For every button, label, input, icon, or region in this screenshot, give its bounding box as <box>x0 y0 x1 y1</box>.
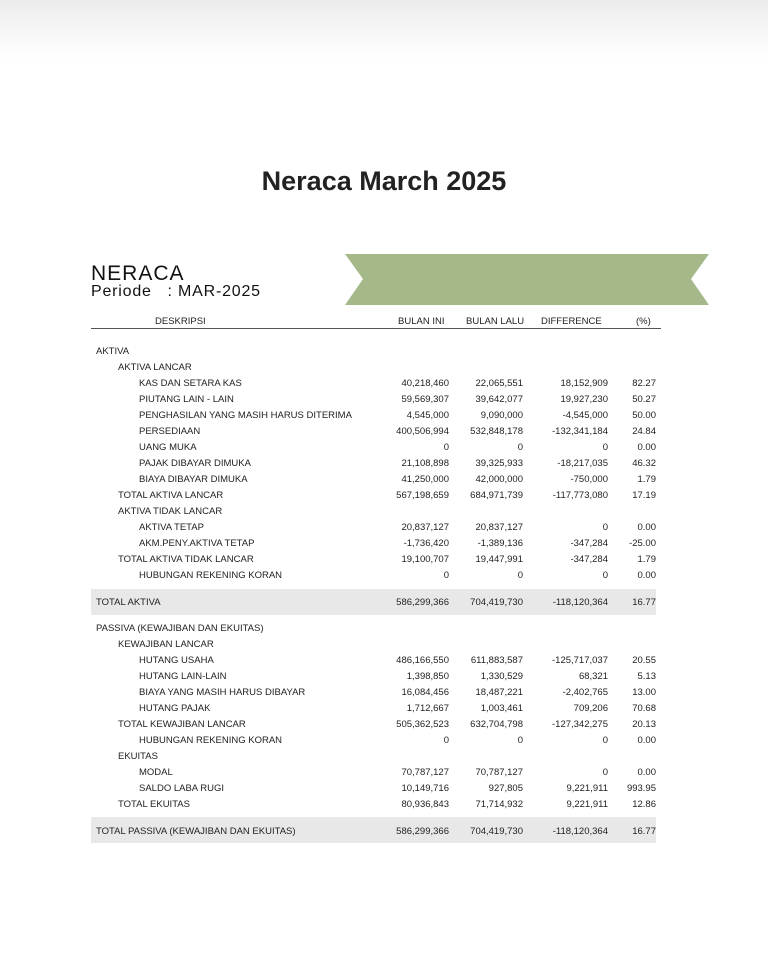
table-row <box>0 702 768 716</box>
value-percent: 12.86 <box>632 799 656 810</box>
table-row <box>0 798 768 812</box>
redaction-mark <box>345 252 709 307</box>
table-row <box>0 750 768 764</box>
value-difference: 9,221,911 <box>566 783 608 794</box>
value-previous: 0 <box>517 570 523 581</box>
row-label: EKUITAS <box>118 751 158 762</box>
value-current: 1,398,850 <box>406 671 449 682</box>
value-percent: 70.68 <box>632 703 656 714</box>
table-row <box>0 489 768 503</box>
value-previous: 1,003,461 <box>480 703 523 714</box>
row-label: KAS DAN SETARA KAS <box>139 378 242 389</box>
value-previous: 704,419,730 <box>470 826 523 837</box>
value-difference: 0 <box>602 735 608 746</box>
col-header-description: DESKRIPSI <box>155 316 206 327</box>
col-header-previous: BULAN LALU <box>466 316 525 327</box>
page-title: Neraca March 2025 <box>261 166 507 196</box>
value-current: -1,736,420 <box>403 538 449 549</box>
value-difference: 709,206 <box>573 703 608 714</box>
col-header-percent: (%) <box>636 316 651 327</box>
row-label: KEWAJIBAN LANCAR <box>118 639 214 650</box>
value-percent: 0.00 <box>637 735 656 746</box>
value-current: 19,100,707 <box>401 554 449 565</box>
value-current: 0 <box>443 570 449 581</box>
value-percent: 46.32 <box>632 458 656 469</box>
value-percent: 993.95 <box>626 783 656 794</box>
value-current: 10,149,716 <box>401 783 449 794</box>
table-row <box>0 686 768 700</box>
value-current: 80,936,843 <box>401 799 449 810</box>
col-header-difference: DIFFERENCE <box>541 316 602 327</box>
table-row <box>0 409 768 423</box>
value-previous: 9,090,000 <box>480 410 523 421</box>
row-label: HUBUNGAN REKENING KORAN <box>139 570 283 581</box>
row-label: TOTAL AKTIVA <box>96 597 161 608</box>
table-row <box>0 825 768 839</box>
value-percent: 5.13 <box>637 671 656 682</box>
value-previous: 71,714,932 <box>475 799 523 810</box>
table-row <box>0 654 768 668</box>
value-percent: 13.00 <box>632 687 656 698</box>
row-label: AKTIVA <box>96 346 130 357</box>
value-percent: -25.00 <box>629 538 656 549</box>
period-value: : MAR-2025 <box>167 283 261 300</box>
value-difference: -118,120,364 <box>552 826 608 837</box>
row-label: AKTIVA TIDAK LANCAR <box>118 506 223 517</box>
row-label: MODAL <box>139 767 173 778</box>
value-percent: 0.00 <box>637 442 656 453</box>
row-label: UANG MUKA <box>139 442 197 453</box>
value-percent: 20.13 <box>632 719 656 730</box>
value-previous: 39,642,077 <box>475 394 523 405</box>
table-row <box>0 766 768 780</box>
value-percent: 82.27 <box>632 378 656 389</box>
table-row <box>0 441 768 455</box>
value-previous: 927,805 <box>488 783 523 794</box>
row-label: AKTIVA LANCAR <box>118 362 192 373</box>
value-previous: 684,971,739 <box>470 490 523 501</box>
table-row <box>0 425 768 439</box>
report-period <box>91 283 261 301</box>
value-current: 567,198,659 <box>396 490 449 501</box>
top-shade <box>0 0 768 60</box>
value-difference: -132,341,184 <box>552 426 608 437</box>
value-current: 21,108,898 <box>401 458 449 469</box>
value-previous: 0 <box>517 442 523 453</box>
value-difference: 19,927,230 <box>560 394 608 405</box>
value-previous: 18,487,221 <box>475 687 523 698</box>
row-label: PENGHASILAN YANG MASIH HARUS DITERIMA <box>139 410 352 421</box>
value-percent: 0.00 <box>637 570 656 581</box>
row-label: TOTAL AKTIVA LANCAR <box>118 490 224 501</box>
value-percent: 1.79 <box>637 474 656 485</box>
value-previous: 1,330,529 <box>480 671 523 682</box>
table-row <box>0 569 768 583</box>
row-label: TOTAL PASSIVA (KEWAJIBAN DAN EKUITAS) <box>96 826 296 837</box>
row-label: SALDO LABA RUGI <box>139 783 225 794</box>
header-rule <box>91 328 661 329</box>
value-difference: -18,217,035 <box>557 458 608 469</box>
table-row <box>0 670 768 684</box>
value-percent: 16.77 <box>632 826 656 837</box>
value-current: 59,569,307 <box>401 394 449 405</box>
value-current: 1,712,667 <box>406 703 449 714</box>
value-difference: 0 <box>602 442 608 453</box>
row-label: BIAYA YANG MASIH HARUS DIBAYAR <box>139 687 306 698</box>
value-previous: 611,883,587 <box>470 655 523 666</box>
value-current: 41,250,000 <box>401 474 449 485</box>
value-previous: -1,389,136 <box>477 538 523 549</box>
report-heading: NERACA <box>91 262 185 285</box>
value-percent: 16.77 <box>632 597 656 608</box>
value-percent: 0.00 <box>637 522 656 533</box>
row-label: PERSEDIAAN <box>139 426 201 437</box>
value-difference: -127,342,275 <box>552 719 608 730</box>
col-header-current: BULAN INI <box>398 316 445 327</box>
value-difference: -750,000 <box>570 474 608 485</box>
period-label: Periode <box>91 283 152 300</box>
value-difference: 0 <box>602 522 608 533</box>
value-previous: 42,000,000 <box>475 474 523 485</box>
value-current: 486,166,550 <box>396 655 449 666</box>
value-difference: 68,321 <box>578 671 608 682</box>
table-row <box>0 505 768 519</box>
value-difference: -347,284 <box>570 554 608 565</box>
row-label: HUTANG PAJAK <box>139 703 211 714</box>
value-previous: 704,419,730 <box>470 597 523 608</box>
row-label: TOTAL AKTIVA TIDAK LANCAR <box>118 554 254 565</box>
value-previous: 532,848,178 <box>470 426 523 437</box>
table-row <box>0 521 768 535</box>
value-current: 70,787,127 <box>401 767 449 778</box>
row-label: PAJAK DIBAYAR DIMUKA <box>139 458 251 469</box>
row-label: BIAYA DIBAYAR DIMUKA <box>139 474 248 485</box>
table-row <box>0 553 768 567</box>
value-percent: 1.79 <box>637 554 656 565</box>
value-percent: 17.19 <box>632 490 656 501</box>
table-row <box>0 345 768 359</box>
value-current: 0 <box>443 735 449 746</box>
table-row <box>0 638 768 652</box>
value-current: 4,545,000 <box>406 410 449 421</box>
value-percent: 50.27 <box>632 394 656 405</box>
row-label: TOTAL KEWAJIBAN LANCAR <box>118 719 246 730</box>
value-current: 586,299,366 <box>396 597 449 608</box>
row-label: AKTIVA TETAP <box>139 522 204 533</box>
value-difference: 18,152,909 <box>560 378 608 389</box>
value-percent: 0.00 <box>637 767 656 778</box>
table-row <box>0 718 768 732</box>
value-previous: 20,837,127 <box>475 522 523 533</box>
value-difference: 9,221,911 <box>566 799 608 810</box>
value-previous: 19,447,991 <box>475 554 523 565</box>
value-previous: 22,065,551 <box>475 378 523 389</box>
value-current: 20,837,127 <box>401 522 449 533</box>
value-difference: -347,284 <box>570 538 608 549</box>
value-current: 400,506,994 <box>396 426 449 437</box>
value-current: 0 <box>443 442 449 453</box>
value-difference: -117,773,080 <box>552 490 608 501</box>
table-row <box>0 361 768 375</box>
value-difference: 0 <box>602 767 608 778</box>
value-current: 505,362,523 <box>396 719 449 730</box>
table-row <box>0 734 768 748</box>
value-difference: -4,545,000 <box>562 410 608 421</box>
table-row <box>0 782 768 796</box>
table-row <box>0 622 768 636</box>
row-label: AKM.PENY.AKTIVA TETAP <box>139 538 255 549</box>
table-row <box>0 457 768 471</box>
value-previous: 70,787,127 <box>475 767 523 778</box>
value-percent: 24.84 <box>632 426 656 437</box>
value-percent: 50.00 <box>632 410 656 421</box>
value-percent: 20.55 <box>632 655 656 666</box>
row-label: HUTANG USAHA <box>139 655 214 666</box>
table-row <box>0 393 768 407</box>
row-label: HUBUNGAN REKENING KORAN <box>139 735 283 746</box>
value-difference: -125,717,037 <box>552 655 608 666</box>
value-difference: -118,120,364 <box>552 597 608 608</box>
table-row <box>0 377 768 391</box>
row-label: TOTAL EKUITAS <box>118 799 190 810</box>
table-row <box>0 537 768 551</box>
value-difference: 0 <box>602 570 608 581</box>
table-row <box>0 473 768 487</box>
table-row <box>0 596 768 610</box>
row-label: PASSIVA (KEWAJIBAN DAN EKUITAS) <box>96 623 264 634</box>
value-difference: -2,402,765 <box>562 687 608 698</box>
value-previous: 632,704,798 <box>470 719 523 730</box>
value-current: 586,299,366 <box>396 826 449 837</box>
row-label: HUTANG LAIN-LAIN <box>139 671 227 682</box>
value-current: 16,084,456 <box>401 687 449 698</box>
value-previous: 39,325,933 <box>475 458 523 469</box>
row-label: PIUTANG LAIN - LAIN <box>139 394 234 405</box>
value-previous: 0 <box>517 735 523 746</box>
value-current: 40,218,460 <box>401 378 449 389</box>
